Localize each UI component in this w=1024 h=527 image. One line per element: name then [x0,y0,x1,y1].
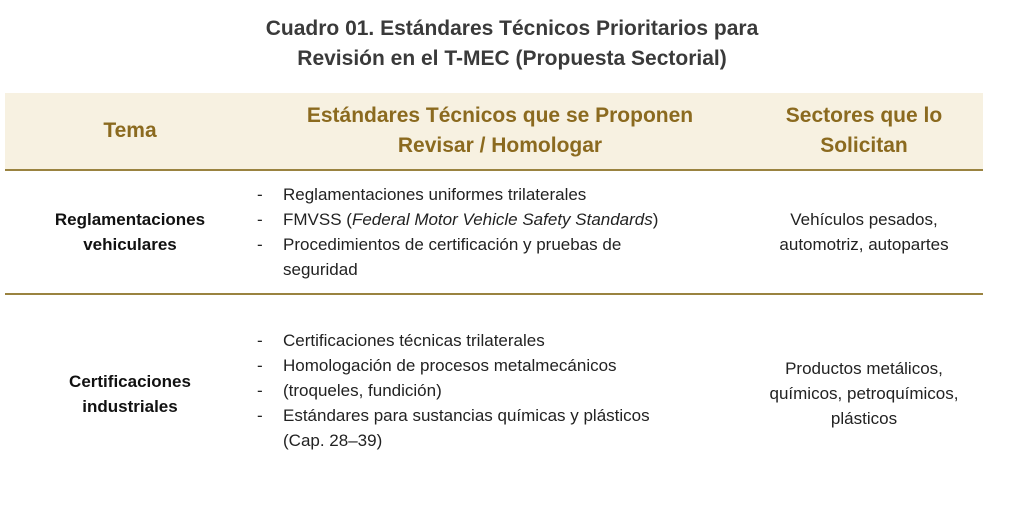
list-item [257,232,658,282]
table-title [0,14,1024,74]
bullet-dash: - [257,381,263,400]
list-item-text: Homologación de procesos metalmecánicos [283,356,617,375]
header-sectors [745,93,983,169]
table-header-row [5,93,983,171]
header-topic [5,93,255,169]
row-sectors-line-2: automotriz, autopartes [779,235,949,254]
list-item [257,403,650,453]
bullet-dash: - [257,356,263,375]
standards-list [251,182,658,282]
table-title-line-2: Revisión en el T-MEC (Propuesta Sectorial) [297,47,727,70]
list-item [257,328,650,353]
row-topic [5,171,255,293]
bullet-dash: - [257,185,263,204]
bullet-dash: - [257,235,263,254]
bullet-dash: - [257,331,263,350]
row-sectors [745,171,983,293]
bullet-dash: - [257,210,263,229]
row-sectors-line-2: químicos, petroquímicos, [769,384,959,403]
table-row [5,295,983,480]
header-standards-line-2: Revisar / Homologar [397,134,603,157]
row-sectors-line-3: plásticos [830,409,898,428]
table-row [5,171,983,295]
row-topic-line-1: Certificaciones [69,371,191,391]
standards-list [251,328,650,453]
row-standards [251,171,745,293]
row-sectors-line-1: Productos metálicos, [785,359,943,378]
row-topic-line-2: industriales [82,396,178,416]
header-standards [255,93,745,169]
bullet-dash: - [257,406,263,425]
row-sectors-line-1: Vehículos pesados, [790,210,938,229]
list-item-text-prefix: FMVSS ( [283,210,352,229]
header-sectors-line-2: Solicitan [820,134,908,157]
row-topic-line-2: vehiculares [83,235,177,254]
list-item-text-suffix: ) [652,210,659,229]
list-item [257,182,658,207]
list-item-text-continued: seguridad [283,260,358,279]
list-item-text: Procedimientos de certificación y pruebas de [283,235,622,254]
table-title-line-1: Cuadro 01. Estándares Técnicos Prioritarios para [265,17,759,40]
list-item-text-italic: Federal Motor Vehicle Safety Standards [351,210,653,229]
row-topic-line-1: Reglamentaciones [54,210,206,229]
row-standards [251,295,745,480]
list-item-text: Reglamentaciones uniformes trilaterales [283,185,587,204]
list-item [257,353,650,378]
list-item-text-continued: (Cap. 28–39) [283,431,383,450]
header-topic-label: Tema [103,119,157,142]
list-item-text: Estándares para sustancias químicas y plásticos [283,406,650,425]
row-topic [5,295,255,480]
list-item-text: (troqueles, fundición) [283,381,442,400]
header-standards-line-1: Estándares Técnicos que se Proponen [306,104,694,127]
row-sectors [745,295,983,480]
list-item [257,378,650,403]
list-item [257,207,658,232]
standards-table [5,93,983,480]
header-sectors-line-1: Sectores que lo [785,104,943,127]
list-item-text: Certificaciones técnicas trilaterales [283,331,545,350]
